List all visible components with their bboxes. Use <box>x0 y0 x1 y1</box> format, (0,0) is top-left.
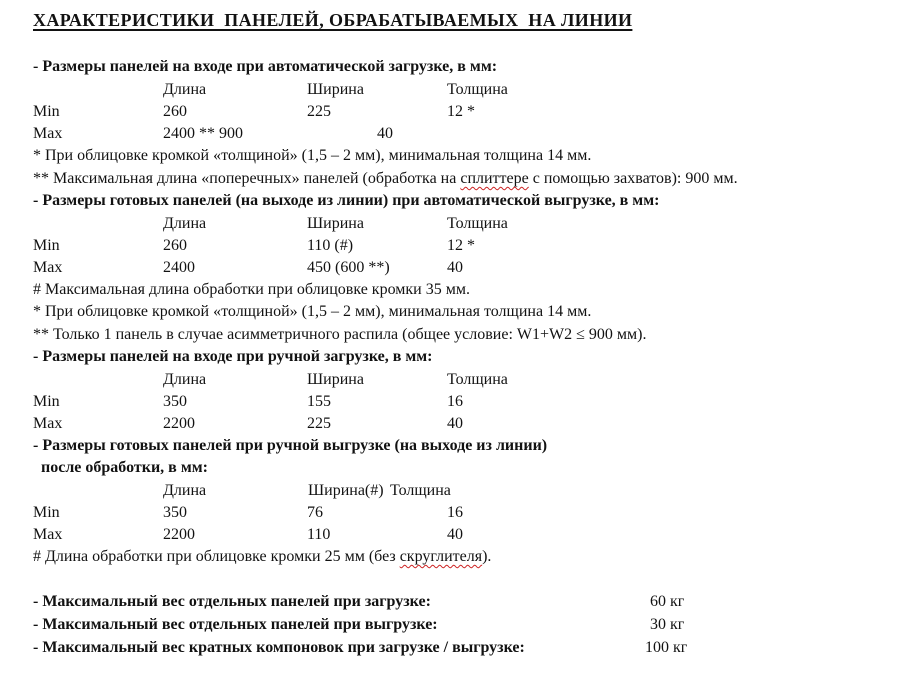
row-label: Min <box>33 237 60 254</box>
row-label: Min <box>33 393 60 410</box>
table-row <box>33 236 913 256</box>
row-label: Max <box>33 259 63 276</box>
tab-cell: Длина <box>163 81 207 98</box>
tab-cell: 260 <box>163 103 187 120</box>
tab-cell: Длина <box>163 215 207 232</box>
tab-cell: Ширина <box>307 81 364 98</box>
row-label: Max <box>33 125 63 142</box>
text-run: - Максимальный вес отдельных панелей при выгрузке: <box>33 616 438 633</box>
text-run: после обработки, в мм: <box>41 459 208 476</box>
tab-cell: Ширина <box>307 215 364 232</box>
spellchecked-word: скруглителя <box>399 548 483 565</box>
tab-cell: 100 кг <box>645 639 688 656</box>
table-row <box>33 124 913 144</box>
weight-line <box>33 638 913 658</box>
tab-cell: 16 <box>447 393 463 410</box>
text-run: - Размеры готовых панелей (на выходе из линии) при автоматической выгрузке, в мм: <box>33 192 660 209</box>
row-label: Min <box>33 504 60 521</box>
text-run: ХАРАКТЕРИСТИКИ ПАНЕЛЕЙ, ОБРАБАТЫВАЕМЫХ НА ЛИНИИ <box>33 10 633 30</box>
tab-cell: Ширина <box>307 371 364 388</box>
spellchecked-word: сплиттере <box>460 170 529 187</box>
tab-cell: 40 <box>377 125 393 142</box>
text-run: - Размеры панелей на входе при ручной загрузке, в мм: <box>33 348 433 365</box>
tab-cell: Ширина(#) <box>308 482 384 499</box>
weight-line <box>33 615 913 635</box>
footnote-line <box>33 547 913 567</box>
tab-cell: 12 * <box>447 103 475 120</box>
tab-cell: 12 * <box>447 237 475 254</box>
section-heading <box>33 191 913 211</box>
tab-cell: 110 <box>307 526 331 543</box>
text-run: - Размеры готовых панелей при ручной выгрузке (на выходе из линии) <box>33 437 548 454</box>
tab-cell: Длина <box>163 482 207 499</box>
table-row <box>33 258 913 278</box>
document-title <box>33 10 913 32</box>
tab-cell: 350 <box>163 504 187 521</box>
tab-cell: 2200 <box>163 415 195 432</box>
text-run: - Размеры панелей на входе при автоматической загрузке, в мм: <box>33 58 498 75</box>
footnote-line <box>33 169 913 189</box>
text-run: - Максимальный вес кратных компоновок при загрузке / выгрузке: <box>33 639 525 656</box>
tab-cell: 16 <box>447 504 463 521</box>
tab-cell: 40 <box>447 259 463 276</box>
tab-cell: 60 кг <box>650 593 685 610</box>
section-heading <box>33 347 913 367</box>
tab-cell: 76 <box>307 504 323 521</box>
tab-cell: 155 <box>307 393 331 410</box>
text-run: # Максимальная длина обработки при облицовке кромки 35 мм. <box>33 281 470 298</box>
row-label: Min <box>33 103 60 120</box>
tab-cell: Толщина <box>447 215 508 232</box>
table-row <box>33 392 913 412</box>
tab-cell: 110 (#) <box>307 237 354 254</box>
text-run: ). <box>482 548 492 565</box>
tab-cell: Толщина <box>447 371 508 388</box>
tab-cell: Длина <box>163 371 207 388</box>
text-run: ** Максимальная длина «поперечных» панелей (обработка на <box>33 170 461 187</box>
tab-cell: 2400 <box>163 259 195 276</box>
row-label: Max <box>33 415 63 432</box>
section-heading <box>33 436 913 456</box>
footnote-line <box>33 325 913 345</box>
footnote-line <box>33 146 913 166</box>
row-label: Max <box>33 526 63 543</box>
table-row <box>33 414 913 434</box>
footnote-line <box>33 302 913 322</box>
weight-line <box>33 592 913 612</box>
tab-cell: 225 <box>307 103 331 120</box>
text-run: # Длина обработки при облицовке кромки 25 мм (без <box>33 548 400 565</box>
table-row <box>33 503 913 523</box>
tab-cell: 40 <box>447 526 463 543</box>
tab-cell: 260 <box>163 237 187 254</box>
text-run: - Максимальный вес отдельных панелей при загрузке: <box>33 593 431 610</box>
section-heading <box>41 458 913 478</box>
text-run: * При облицовке кромкой «толщиной» (1,5 – 2 мм), минимальная толщина 14 мм. <box>33 147 592 164</box>
tab-cell: 2200 <box>163 526 195 543</box>
tab-cell: 2400 ** 900 <box>163 125 243 142</box>
tab-cell: 40 <box>447 415 463 432</box>
table-row <box>33 525 913 545</box>
table-row <box>33 102 913 122</box>
text-run: с помощью захватов): 900 мм. <box>528 170 738 187</box>
tab-cell: 225 <box>307 415 331 432</box>
tab-cell: 450 (600 **) <box>307 259 390 276</box>
tab-cell: Толщина <box>447 81 508 98</box>
tab-cell: 30 кг <box>650 616 685 633</box>
text-run: ** Только 1 панель в случае асимметричного распила (общее условие: W1+W2 ≤ 900 мм). <box>33 326 647 343</box>
text-run: * При облицовке кромкой «толщиной» (1,5 – 2 мм), минимальная толщина 14 мм. <box>33 303 592 320</box>
tab-cell: 350 <box>163 393 187 410</box>
tab-cell: Толщина <box>390 482 451 499</box>
section-heading <box>33 57 913 77</box>
footnote-line <box>33 280 913 300</box>
